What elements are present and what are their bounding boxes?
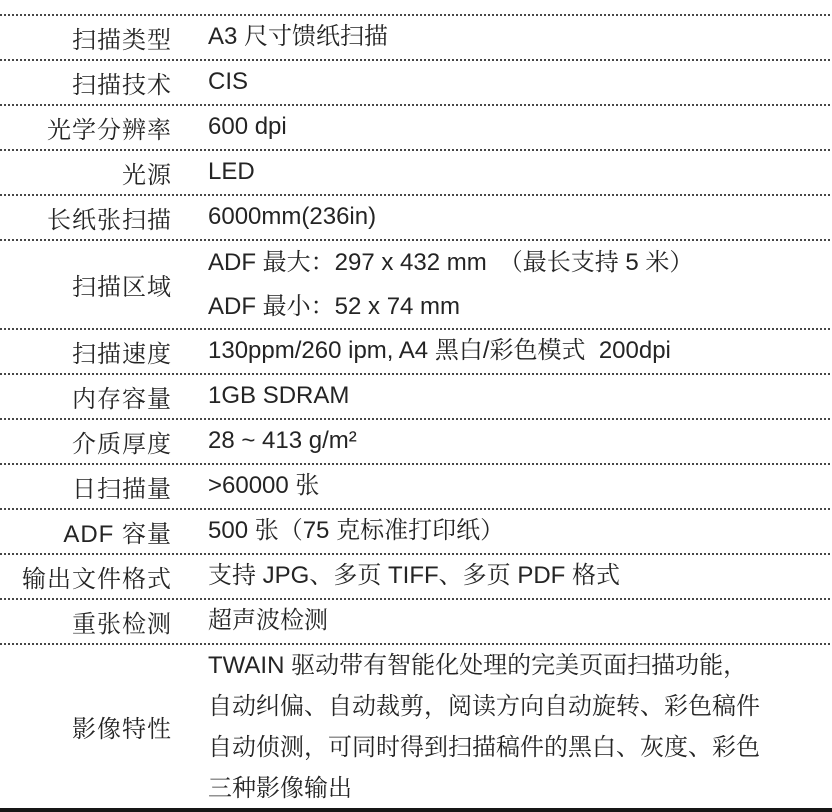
spec-value-line: ADF 最大：297 x 432 mm （最长支持 5 米）: [208, 248, 694, 276]
spec-row-scan-area: [0, 241, 832, 328]
spec-row-media-thickness: [0, 420, 832, 463]
spec-label: 长纸张扫描: [47, 207, 172, 234]
spec-value: 超声波检测: [208, 607, 328, 635]
spec-row-double-feed-detection: [0, 600, 832, 643]
spec-row-daily-volume: [0, 465, 832, 508]
spec-label: ADF 容量: [63, 521, 172, 548]
spec-value-line: TWAIN 驱动带有智能化处理的完美页面扫描功能，: [208, 651, 748, 679]
spec-label: 重张检测: [72, 611, 172, 638]
spec-value: 600 dpi: [208, 113, 287, 141]
spec-value: 支持 JPG、多页 TIFF、多页 PDF 格式: [208, 562, 620, 590]
spec-value: 500 张（75 克标准打印纸）: [208, 517, 505, 545]
spec-row-scan-type: [0, 16, 832, 59]
spec-value: 6000mm(236in): [208, 203, 377, 231]
spec-row-output-format: [0, 555, 832, 598]
spec-value: 28 ~ 413 g/m²: [208, 427, 357, 455]
spec-label: 扫描类型: [72, 27, 172, 54]
spec-label: 光学分辨率: [47, 117, 172, 144]
spec-value: 130ppm/260 ipm, A4 黑白/彩色模式 200dpi: [208, 337, 671, 365]
spec-value-line: 三种影像输出: [208, 774, 352, 802]
spec-row-memory: [0, 375, 832, 418]
spec-row-optical-resolution: [0, 106, 832, 149]
spec-value: 1GB SDRAM: [208, 382, 350, 410]
spec-value: >60000 张: [208, 472, 320, 500]
spec-row-long-paper: [0, 196, 832, 239]
spec-row-image-features: [0, 645, 832, 808]
spec-label: 光源: [122, 162, 172, 189]
spec-value-line: ADF 最小：52 x 74 mm: [208, 292, 461, 320]
spec-row-scan-speed: [0, 330, 832, 373]
spec-value: A3 尺寸馈纸扫描: [208, 23, 389, 51]
spec-row-light-source: [0, 151, 832, 194]
spec-value: LED: [208, 158, 255, 186]
spec-label: 介质厚度: [72, 431, 172, 458]
spec-row-adf-capacity: [0, 510, 832, 553]
spec-value-line: 自动纠偏、自动裁剪，阅读方向自动旋转、彩色稿件: [208, 692, 760, 720]
spec-label: 扫描区域: [72, 274, 172, 301]
spec-label: 内存容量: [72, 386, 172, 413]
spec-value-line: 自动侦测，可同时得到扫描稿件的黑白、灰度、彩色: [208, 733, 760, 761]
spec-label: 日扫描量: [72, 476, 172, 503]
spec-label: 输出文件格式: [22, 566, 172, 593]
spec-label: 影像特性: [72, 716, 172, 743]
spec-value: CIS: [208, 68, 249, 96]
spec-row-scan-tech: [0, 61, 832, 104]
spec-label: 扫描速度: [72, 341, 172, 368]
table-bottom-border: [0, 808, 832, 812]
spec-label: 扫描技术: [72, 72, 172, 99]
